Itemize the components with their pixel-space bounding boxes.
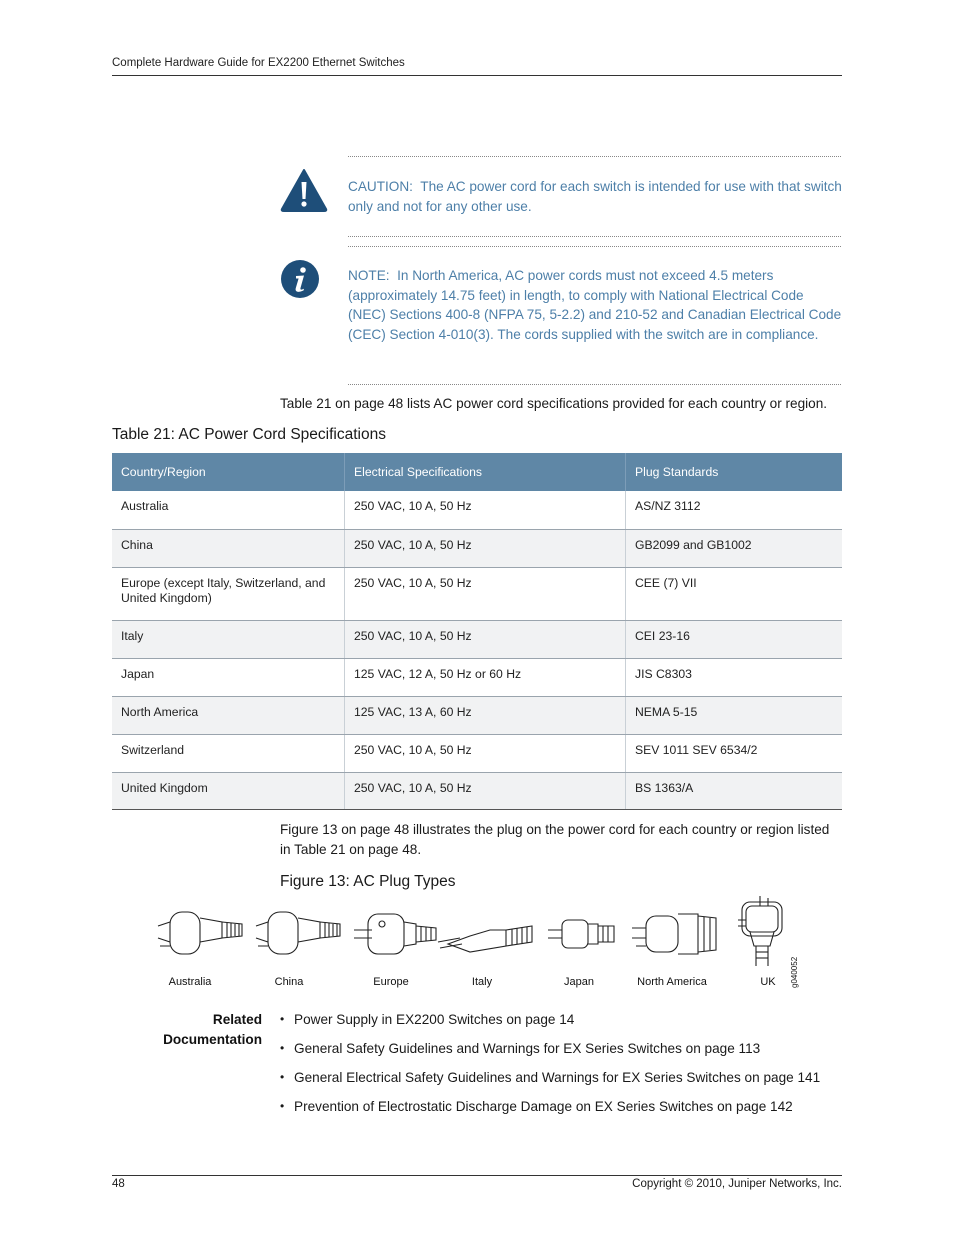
table-header-row [112, 453, 842, 491]
related-link[interactable]: • Power Supply in EX2200 Switches on page 14 [280, 1010, 820, 1039]
cell-country: Japan [112, 658, 345, 696]
page-number: 48 [112, 1178, 125, 1190]
header-rule [112, 75, 842, 76]
table-row [112, 734, 842, 772]
cell-country: Switzerland [112, 734, 345, 772]
cell-country: Australia [112, 491, 345, 529]
table-row [112, 772, 842, 809]
plug-label-australia: Australia [168, 976, 212, 988]
related-label-line1: Related [212, 1012, 262, 1027]
note-top-divider [348, 246, 841, 247]
italy-plug-icon [438, 926, 532, 952]
cell-electrical: 125 VAC, 13 A, 60 Hz [345, 696, 626, 734]
caution-bottom-divider [348, 236, 841, 237]
note-label: NOTE: [348, 268, 390, 283]
info-circle-icon [280, 259, 320, 299]
cell-country: Europe (except Italy, Switzerland, and United Kingdom) [112, 567, 345, 620]
ac-plug-types-illustration [150, 896, 810, 972]
plug-label-uk: UK [760, 976, 776, 988]
running-header: Complete Hardware Guide for EX2200 Ethernet Switches [112, 57, 405, 69]
cell-electrical: 250 VAC, 10 A, 50 Hz [345, 567, 626, 620]
table-title: Table 21: AC Power Cord Specifications [112, 426, 386, 443]
related-link[interactable]: • Prevention of Electrostatic Discharge Damage on EX Series Switches on page 142 [280, 1097, 820, 1126]
cell-electrical: 250 VAC, 10 A, 50 Hz [345, 734, 626, 772]
cell-plug: NEMA 5-15 [626, 696, 843, 734]
cell-electrical: 250 VAC, 10 A, 50 Hz [345, 529, 626, 567]
table-row [112, 620, 842, 658]
related-link[interactable]: • General Electrical Safety Guidelines and Warnings for EX Series Switches on page 141 [280, 1068, 820, 1097]
cell-electrical: 250 VAC, 10 A, 50 Hz [345, 620, 626, 658]
note-text-block [348, 266, 842, 344]
caution-label: CAUTION: [348, 179, 413, 194]
ac-power-cord-table [112, 453, 842, 810]
table-row [112, 491, 842, 529]
related-documentation-list [280, 1010, 820, 1126]
cell-country: United Kingdom [112, 772, 345, 809]
plug-label-italy: Italy [471, 976, 493, 988]
related-documentation-heading [150, 1010, 262, 1049]
footer-rule [112, 1175, 842, 1176]
caution-text-block [348, 177, 842, 216]
cell-electrical: 250 VAC, 10 A, 50 Hz [345, 772, 626, 809]
related-label-line2: Documentation [163, 1031, 262, 1047]
plug-label-north-america: North America [637, 976, 707, 988]
column-header-country: Country/Region [112, 453, 345, 491]
north-america-plug-icon [632, 914, 716, 954]
china-plug-icon [256, 912, 340, 954]
related-link[interactable]: • General Safety Guidelines and Warnings for EX Series Switches on page 113 [280, 1039, 820, 1068]
cell-country: Italy [112, 620, 345, 658]
japan-plug-icon [548, 920, 614, 948]
cell-plug: CEE (7) VII [626, 567, 843, 620]
table-intro-paragraph: Table 21 on page 48 lists AC power cord specifications provided for each country or region. [280, 396, 828, 411]
cell-electrical: 250 VAC, 10 A, 50 Hz [345, 491, 626, 529]
column-header-plug: Plug Standards [626, 453, 843, 491]
cell-plug: GB2099 and GB1002 [626, 529, 843, 567]
note-bottom-divider [348, 384, 841, 385]
figure-intro-paragraph: Figure 13 on page 48 illustrates the plug on the power cord for each country or region listed in Table 21 on page 48. [280, 822, 830, 857]
figure-code: g040052 [790, 956, 799, 988]
caution-top-divider [348, 156, 841, 157]
uk-plug-icon [738, 896, 782, 966]
table-row [112, 529, 842, 567]
column-header-electrical: Electrical Specifications [345, 453, 626, 491]
cell-plug: BS 1363/A [626, 772, 843, 809]
cell-plug: CEI 23-16 [626, 620, 843, 658]
cell-plug: AS/NZ 3112 [626, 491, 843, 529]
plug-label-europe: Europe [373, 976, 409, 988]
plug-label-china: China [274, 976, 304, 988]
australia-plug-icon [158, 912, 242, 954]
table-row [112, 567, 842, 620]
cell-plug: JIS C8303 [626, 658, 843, 696]
europe-plug-icon [354, 914, 436, 954]
cell-country: North America [112, 696, 345, 734]
warning-triangle-icon [280, 168, 328, 212]
figure-title: Figure 13: AC Plug Types [280, 873, 456, 890]
cell-country: China [112, 529, 345, 567]
table-row [112, 658, 842, 696]
table-row [112, 696, 842, 734]
note-text: In North America, AC power cords must not exceed 4.5 meters (approximately 14.75 feet) in length, to comply with National Electrical Code (NEC) Sections 400-8 (NFPA 75, 5-2.2) and 210-52 and Canadian Electrical Code (CEC) Section 4-010(3). The cords supplied with the switch are in compliance. [348, 268, 842, 342]
copyright-notice: Copyright © 2010, Juniper Networks, Inc. [632, 1178, 842, 1190]
plug-label-japan: Japan [564, 976, 594, 988]
cell-plug: SEV 1011 SEV 6534/2 [626, 734, 843, 772]
cell-electrical: 125 VAC, 12 A, 50 Hz or 60 Hz [345, 658, 626, 696]
caution-text: The AC power cord for each switch is intended for use with that switch only and not for any other use. [348, 179, 842, 214]
